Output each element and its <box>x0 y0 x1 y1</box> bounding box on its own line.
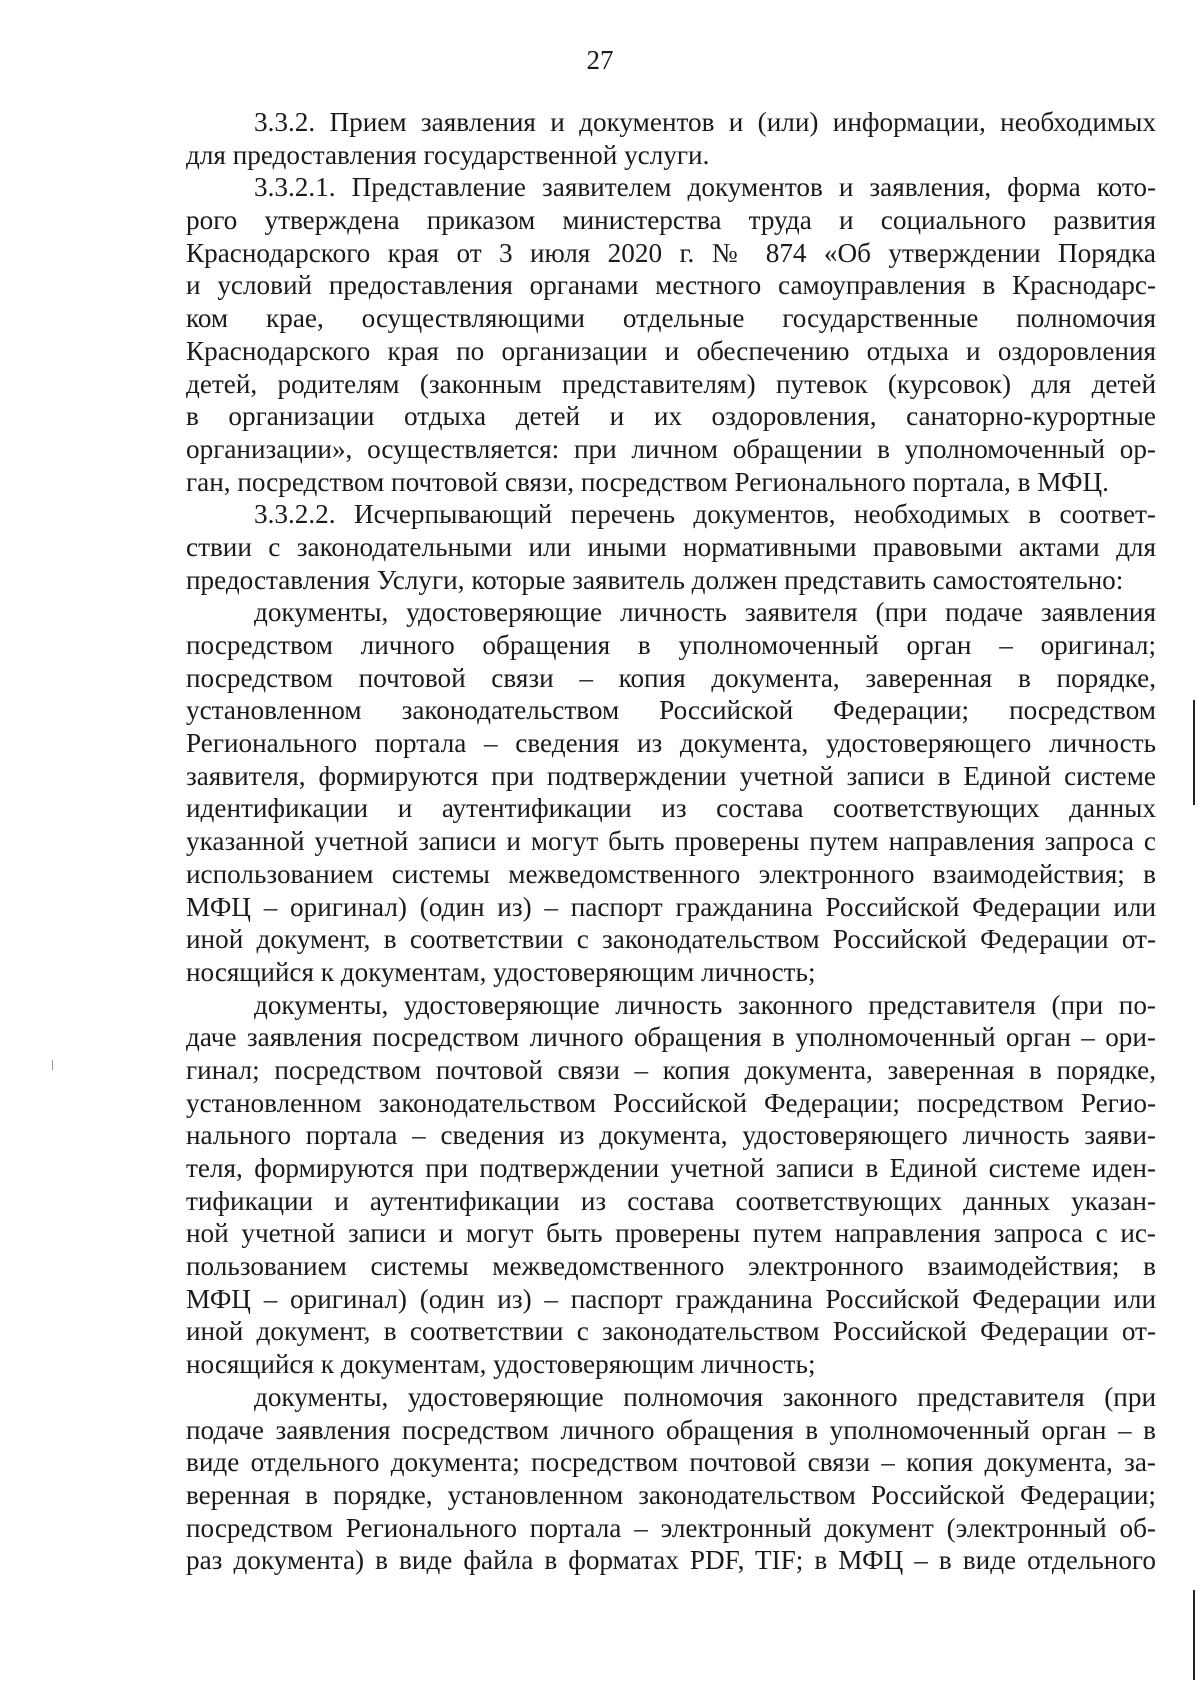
text-line: тификации и аутентификации из состава соответствующих данных указан- <box>186 1185 1156 1216</box>
text-line: нального портала – сведения из документа, удостоверяющего личность заяви- <box>186 1120 1156 1151</box>
text-line: 3.3.2. Прием заявления и документов и (или) информации, необходимых <box>254 107 1156 137</box>
text-line: даче заявления посредством личного обращения в уполномоченный орган – ори- <box>186 1022 1156 1053</box>
text-line: теля, формируются при подтверждении учетной записи в Единой системе иден- <box>186 1153 1156 1183</box>
text-line: гинал; посредством почтовой связи – копия документа, заверенная в порядке, <box>186 1054 1156 1085</box>
text-line: документы, удостоверяющие полномочия законного представителя (при <box>254 1381 1156 1412</box>
text-line: рого утверждена приказом министерства труда и социального развития <box>186 205 1156 236</box>
text-line: заявителя, формируются при подтверждении учетной записи в Единой системе <box>186 760 1156 791</box>
text-line: предоставления Услуги, которые заявитель должен представить самостоятельно: <box>186 564 1124 595</box>
scan-speck <box>52 1060 53 1070</box>
text-line: носящийся к документам, удостоверяющим личность; <box>186 956 816 987</box>
text-line: ной учетной записи и могут быть проверены путем направления запроса с ис- <box>186 1218 1156 1249</box>
text-line: носящийся к документам, удостоверяющим личность; <box>186 1349 816 1380</box>
text-line: раз документа) в виде файла в форматах PDF, TIF; в МФЦ – в виде отдельного <box>186 1545 1156 1576</box>
scan-edge-mark <box>1193 1590 1195 1680</box>
text-line: МФЦ – оригинал) (один из) – паспорт гражданина Российской Федерации или <box>186 1283 1156 1314</box>
text-line: подаче заявления посредством личного обращения в уполномоченный орган – в <box>186 1414 1156 1445</box>
text-line: иной документ, в соответствии с законодательством Российской Федерации от- <box>186 924 1156 955</box>
text-line: детей, родителям (законным представителям) путевок (курсовок) для детей <box>186 368 1156 399</box>
text-line: Регионального портала – сведения из документа, удостоверяющего личность <box>186 728 1156 759</box>
page-number: 27 <box>586 45 614 75</box>
text-line: пользованием системы межведомственного электронного взаимодействия; в <box>186 1251 1156 1282</box>
text-line: ком крае, осуществляющими отдельные государственные полномочия <box>186 303 1156 334</box>
scan-edge-mark <box>1193 700 1195 805</box>
text-line: установленном законодательством Российской Федерации; посредством <box>186 695 1156 726</box>
document-body <box>186 106 1156 1577</box>
text-line: документы, удостоверяющие личность заявителя (при подаче заявления <box>254 597 1156 628</box>
text-line: МФЦ – оригинал) (один из) – паспорт гражданина Российской Федерации или <box>186 891 1156 922</box>
text-line: веренная в порядке, установленном законодательством Российской Федерации; <box>186 1479 1156 1510</box>
text-line: виде отдельного документа; посредством почтовой связи – копия документа, за- <box>186 1447 1156 1478</box>
text-line: использованием системы межведомственного электронного взаимодействия; в <box>186 858 1156 889</box>
text-line: 3.3.2.2. Исчерпывающий перечень документов, необходимых в соответ- <box>254 499 1156 530</box>
text-line: Краснодарского края по организации и обеспечению отдыха и оздоровления <box>186 335 1156 366</box>
text-line: установленном законодательством Российской Федерации; посредством Регио- <box>186 1087 1156 1118</box>
text-line: идентификации и аутентификации из состава соответствующих данных <box>186 793 1156 824</box>
text-line: и условий предоставления органами местного самоуправления в Краснодарс- <box>186 270 1156 301</box>
text-line: организации», осуществляется: при личном обращении в уполномоченный ор- <box>186 433 1156 464</box>
text-line: Краснодарского края от 3 июля 2020 г. № 874 «Об утверждении Порядка <box>186 237 1156 268</box>
text-line: посредством Регионального портала – электронный документ (электронный об- <box>186 1512 1156 1543</box>
text-line: документы, удостоверяющие личность законного представителя (при по- <box>254 989 1156 1020</box>
text-line: посредством почтовой связи – копия документа, заверенная в порядке, <box>186 662 1156 693</box>
text-line: иной документ, в соответствии с законодательством Российской Федерации от- <box>186 1316 1156 1347</box>
text-line: 3.3.2.1. Представление заявителем документов и заявления, форма кото- <box>254 172 1156 203</box>
text-line: ствии с законодательными или иными нормативными правовыми актами для <box>186 531 1156 562</box>
text-line: ган, посредством почтовой связи, посредством Регионального портала, в МФЦ. <box>186 466 1109 497</box>
text-line: для предоставления государственной услуги. <box>186 139 710 170</box>
text-line: посредством личного обращения в уполномоченный орган – оригинал; <box>186 630 1156 660</box>
text-line: указанной учетной записи и могут быть проверены путем направления запроса с <box>186 826 1156 857</box>
text-line: в организации отдыха детей и их оздоровления, санаторно-курортные <box>186 401 1156 432</box>
